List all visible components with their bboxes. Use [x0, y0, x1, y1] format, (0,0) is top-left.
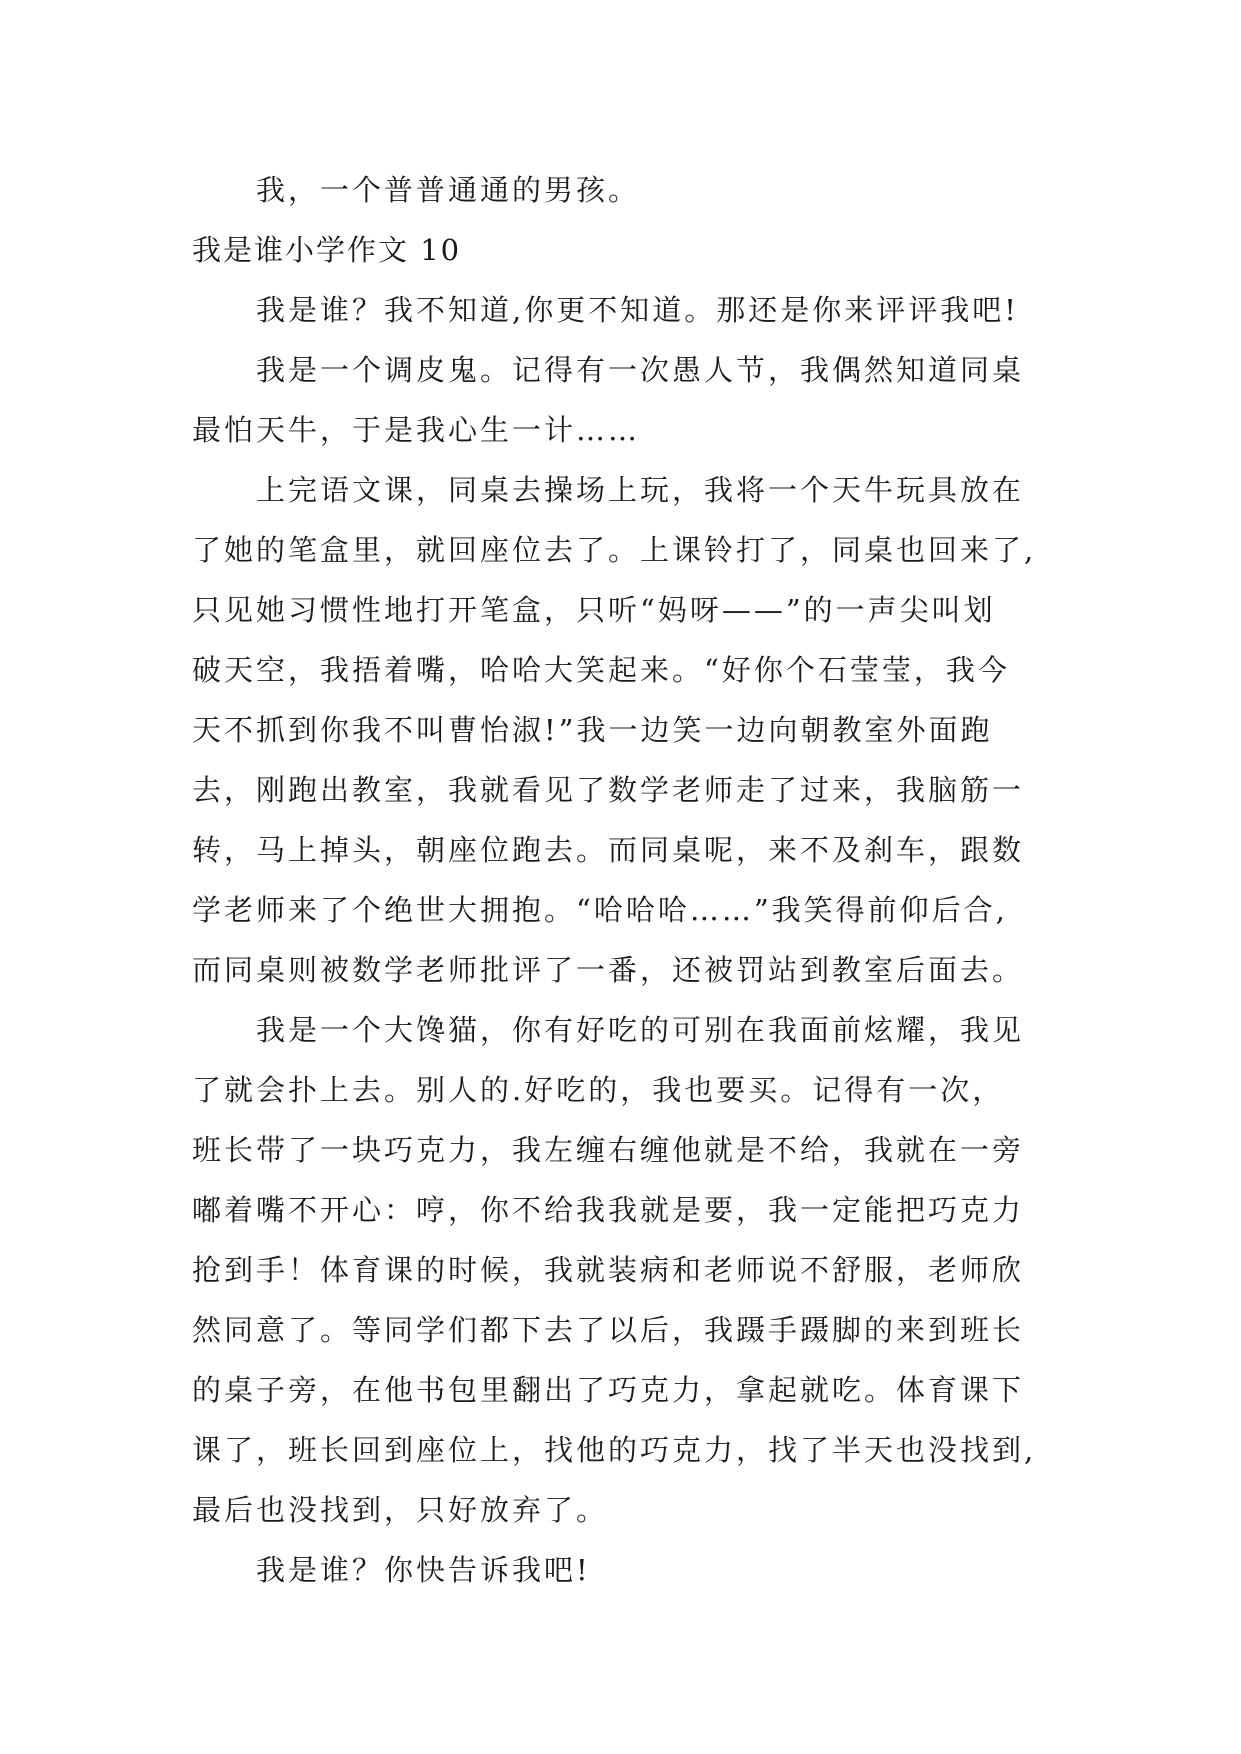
paragraph-line: 天不抓到你我不叫曹怡淑!”我一边笑一边向朝教室外面跑 — [192, 713, 993, 747]
paragraph-line: 抢到手！体育课的时候，我就装病和老师说不舒服，老师欣 — [192, 1253, 1025, 1287]
paragraph-line: 我是谁？我不知道,你更不知道。那还是你来评评我吧! — [256, 293, 1019, 327]
paragraph-line: 了她的笔盒里，就回座位去了。上课铃打了，同桌也回来了, — [192, 533, 1037, 567]
paragraph-line: 我，一个普普通通的男孩。 — [256, 173, 641, 207]
paragraph-line: 破天空，我捂着嘴，哈哈大笑起来。“好你个石莹莹，我今 — [192, 653, 1010, 687]
paragraph-line: 的桌子旁，在他书包里翻出了巧克力，拿起就吃。体育课下 — [192, 1373, 1025, 1407]
paragraph-line: 嘟着嘴不开心：哼，你不给我我就是要，我一定能把巧克力 — [192, 1193, 1025, 1227]
paragraph-line: 去，刚跑出教室，我就看见了数学老师走了过来，我脑筋一 — [192, 773, 1025, 807]
paragraph-line: 我是一个调皮鬼。记得有一次愚人节，我偶然知道同桌 — [256, 353, 1025, 387]
paragraph-line: 班长带了一块巧克力，我左缠右缠他就是不给，我就在一旁 — [192, 1133, 1025, 1167]
paragraph-line: 了就会扑上去。别人的.好吃的，我也要买。记得有一次， — [192, 1073, 1005, 1107]
paragraph-line: 学老师来了个绝世大拥抱。“哈哈哈……”我笑得前仰后合, — [192, 893, 1008, 927]
paragraph-line: 我是谁？你快告诉我吧! — [256, 1553, 591, 1587]
paragraph-line: 只见她习惯性地打开笔盒，只听“妈呀——”的一声尖叫划 — [192, 593, 996, 627]
paragraph-line: 课了，班长回到座位上，找他的巧克力，找了半天也没找到, — [192, 1433, 1037, 1467]
paragraph-line: 最后也没找到，只好放弃了。 — [192, 1493, 609, 1527]
paragraph-line: 然同意了。等同学们都下去了以后，我蹑手蹑脚的来到班长 — [192, 1313, 1025, 1347]
essay-title: 我是谁小学作文 10 — [192, 233, 462, 267]
paragraph-line: 上完语文课，同桌去操场上玩，我将一个天牛玩具放在 — [256, 473, 1025, 507]
paragraph-line: 转，马上掉头，朝座位跑去。而同桌呢，来不及刹车，跟数 — [192, 833, 1025, 867]
paragraph-line: 而同桌则被数学老师批评了一番，还被罚站到教室后面去。 — [192, 953, 1025, 987]
paragraph-line: 我是一个大馋猫，你有好吃的可别在我面前炫耀，我见 — [256, 1013, 1025, 1047]
document-page — [192, 160, 1057, 1600]
paragraph-line: 最怕天牛，于是我心生一计…… — [192, 413, 641, 447]
